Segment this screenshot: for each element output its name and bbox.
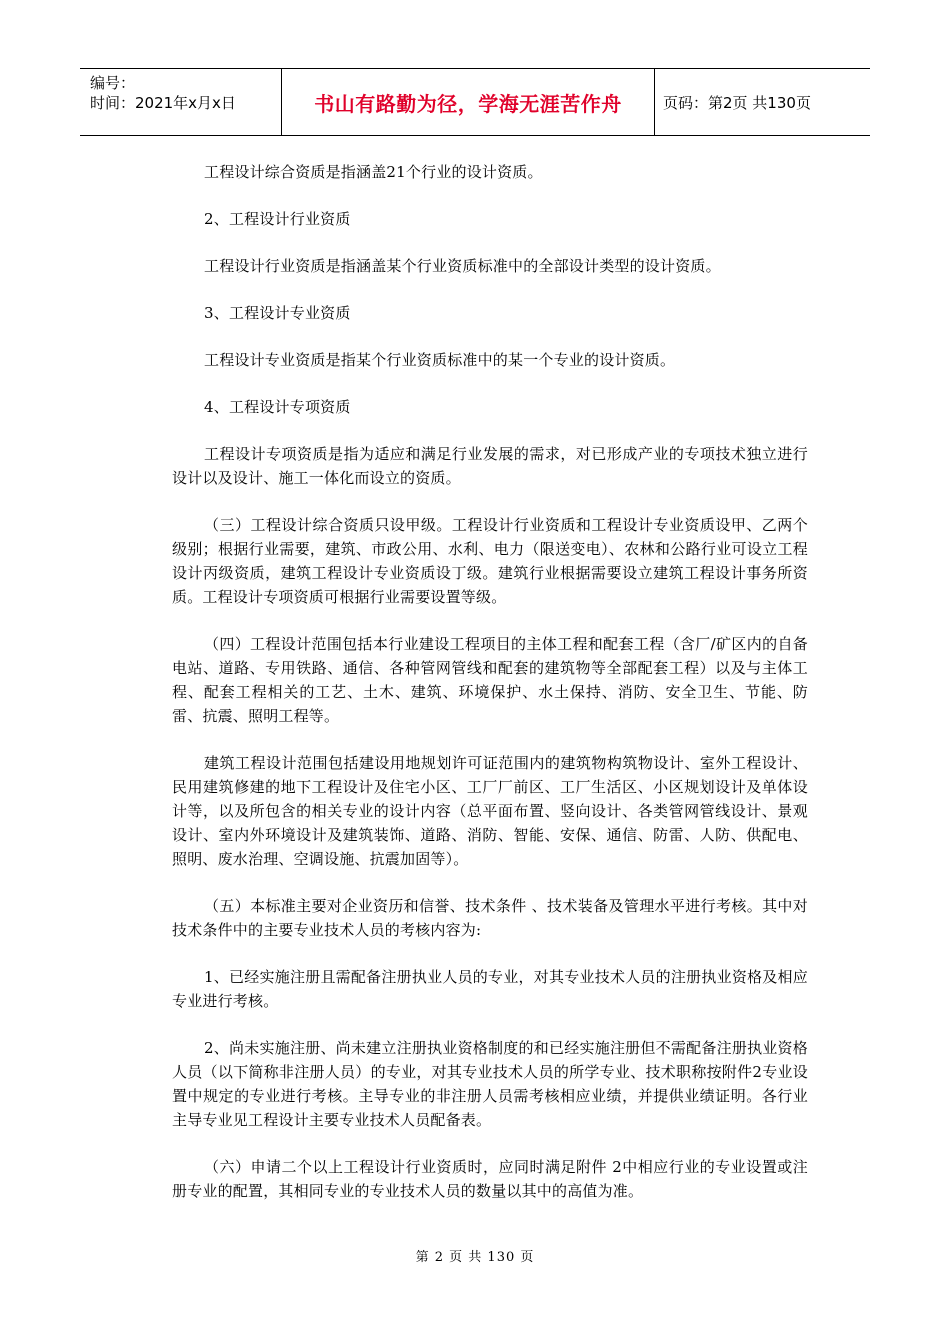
- paragraph: （六）申请二个以上工程设计行业资质时，应同时满足附件 2中相应行业的专业设置或注册专业的配置，其相同专业的专业技术人员的数量以其中的高值为准。: [172, 1158, 808, 1200]
- section-heading: 4、工程设计专项资质: [204, 398, 351, 416]
- paragraph: 1、已经实施注册且需配备注册执业人员的专业，对其专业技术人员的注册执业资格及相应专业进行考核。: [172, 968, 808, 1010]
- paragraph: 建筑工程设计范围包括建设用地规划许可证范围内的建筑物构筑物设计、室外工程设计、民用建筑修建的地下工程设计及住宅小区、工厂厂前区、工厂生活区、小区规划设计及单体设计等，以及所包含的相关专业的设计内容（总平面布置、竖向设计、各类管网管线设计、景观设计、室内外环境设计及建筑装饰、道路、消防、智能、安保、通信、防雷、人防、供配电、照明、废水治理、空调设施、抗震加固等）。: [172, 754, 808, 868]
- header-page-cell: [655, 69, 870, 135]
- paragraph: 工程设计行业资质是指涵盖某个行业资质标准中的全部设计类型的设计资质。: [204, 257, 721, 275]
- time-label: 时间：2021年x月x日: [90, 94, 236, 112]
- paragraph: 工程设计专项资质是指为适应和满足行业发展的需求，对已形成产业的专项技术独立进行设计以及设计、施工一体化而设立的资质。: [172, 445, 808, 487]
- paragraph: （五）本标准主要对企业资历和信誉、技术条件 、技术装备及管理水平进行考核。其中对技术条件中的主要专业技术人员的考核内容为:: [172, 897, 808, 939]
- motto-text: 书山有路勤为径，学海无涯苦作舟: [314, 91, 622, 116]
- paragraph: （四）工程设计范围包括本行业建设工程项目的主体工程和配套工程（含厂/矿区内的自备电站、道路、专用铁路、通信、各种管网管线和配套的建筑物等全部配套工程）以及与主体工程、配套工程相关的工艺、土木、建筑、环境保护、水土保持、消防、安全卫生、节能、防雷、抗震、照明工程等。: [172, 635, 808, 725]
- page-footer: 第 2 页 共 130 页: [415, 1250, 535, 1265]
- number-label: 编号：: [90, 74, 136, 92]
- paragraph: 工程设计综合资质是指涵盖21个行业的设计资质。: [204, 163, 543, 181]
- document-body: [172, 160, 808, 1226]
- section-heading: 3、工程设计专业资质: [204, 304, 351, 322]
- header-motto-cell: [282, 69, 655, 135]
- page-info: 页码：第2页 共130页: [663, 93, 811, 112]
- section-heading: 2、工程设计行业资质: [204, 210, 351, 228]
- paragraph: 工程设计专业资质是指某个行业资质标准中的某一个专业的设计资质。: [204, 351, 676, 369]
- header-meta-cell: [80, 69, 282, 135]
- paragraph: （三）工程设计综合资质只设甲级。工程设计行业资质和工程设计专业资质设甲、乙两个级别；根据行业需要，建筑、市政公用、水利、电力（限送变电）、农林和公路行业可设立工程设计丙级资质，建筑工程设计专业资质设丁级。建筑行业根据需要设立建筑工程设计事务所资质。工程设计专项资质可根据行业需要设置等级。: [172, 516, 808, 606]
- document-header: [80, 68, 870, 136]
- paragraph: 2、尚未实施注册、尚未建立注册执业资格制度的和已经实施注册但不需配备注册执业资格人员（以下简称非注册人员）的专业，对其专业技术人员的所学专业、技术职称按附件2专业设置中规定的专业进行考核。主导专业的非注册人员需考核相应业绩，并提供业绩证明。各行业主导专业见工程设计主要专业技术人员配备表。: [172, 1039, 808, 1129]
